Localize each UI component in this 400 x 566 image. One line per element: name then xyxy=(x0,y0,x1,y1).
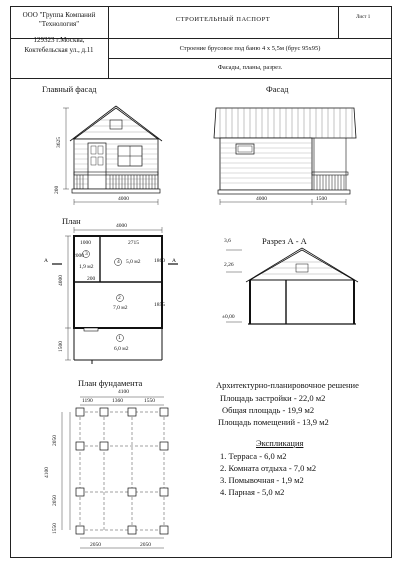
section-level-2-26: 2,26 xyxy=(224,262,234,268)
dim-foundation-1550: 1550 xyxy=(144,398,155,404)
company-address: 129323 г.Москва, xyxy=(33,36,85,44)
explication-heading: Экспликация xyxy=(256,438,304,448)
side-facade-drawing xyxy=(212,98,362,210)
foundation-title: План фундамента xyxy=(78,378,143,388)
room4-area: 5,0 м2 xyxy=(126,259,141,265)
cut-marker-right: А xyxy=(172,258,176,264)
room3-area: 1,9 м2 xyxy=(79,264,94,270)
main-facade-title: Главный фасад xyxy=(42,84,97,94)
architectural-heading: Архитектурно-планировочное решение xyxy=(216,380,359,390)
rooms-area: Площадь помещений - 13,9 м2 xyxy=(218,417,329,427)
room1-number: 1 xyxy=(118,335,121,341)
total-area: Общая площадь - 19,9 м2 xyxy=(222,405,315,415)
dim-plan-4000: 4000 xyxy=(58,275,64,286)
title-divider-h3 xyxy=(10,78,392,79)
dim-plan-2000: 2000 xyxy=(73,253,84,259)
room4-number: 4 xyxy=(117,259,120,265)
room1-area: 6,0 м2 xyxy=(114,346,129,352)
dim-foundation-2050d: 2050 xyxy=(140,542,151,548)
room2-area: 7,0 м2 xyxy=(113,305,128,311)
dim-plan-1855: 1855 xyxy=(154,302,165,308)
dim-foundation-4100: 4100 xyxy=(44,467,50,478)
dim-foundation-1360: 1360 xyxy=(112,398,123,404)
dim-side-width: 4000 xyxy=(256,196,267,202)
cut-marker-left: А xyxy=(44,258,48,264)
dim-side-terrace: 1500 xyxy=(316,196,327,202)
dim-main-base: 200 xyxy=(54,185,60,194)
dim-foundation-top: 4100 xyxy=(118,389,129,395)
title-divider-v-left-top xyxy=(108,6,109,39)
explication-item: 2. Комната отдыха - 7,0 м2 xyxy=(220,463,317,473)
dim-main-height: 3625 xyxy=(56,137,62,148)
doc-subtitle: Строение брусовое под баню 4 х 5,5м (брус 95х95) xyxy=(179,45,321,52)
section-level-0: ±0,00 xyxy=(222,314,235,320)
dim-plan-200: 200 xyxy=(87,276,96,282)
company-name-2: "Технология" xyxy=(38,20,80,28)
explication-item: 4. Парная - 5,0 м2 xyxy=(220,487,285,497)
company-name: ООО "Группа Компаний xyxy=(22,11,96,19)
plan-title: План xyxy=(62,216,81,226)
dim-foundation-2050a: 2050 xyxy=(52,435,58,446)
dim-foundation-2050b: 2050 xyxy=(52,495,58,506)
section-level-3-6: 3,6 xyxy=(224,238,231,244)
dim-main-width: 4000 xyxy=(118,196,129,202)
dim-plan-1000: 1000 xyxy=(80,240,91,246)
dim-foundation-1190: 1190 xyxy=(82,398,93,404)
build-area: Площадь застройки - 22,0 м2 xyxy=(220,393,326,403)
doc-contents: Фасады, планы, разрез. xyxy=(217,64,283,71)
room2-number: 2 xyxy=(118,295,121,301)
section-drawing xyxy=(222,242,362,346)
dim-plan-top: 4000 xyxy=(116,223,127,229)
doc-title: СТРОИТЕЛЬНЫЙ ПАСПОРТ xyxy=(175,16,271,23)
explication-item: 3. Помывочная - 1,9 м2 xyxy=(220,475,304,485)
title-divider-v-right xyxy=(338,6,339,38)
dim-foundation-1550b: 1550 xyxy=(52,523,58,534)
room3-number: 3 xyxy=(85,251,88,257)
company-address-2: Коктебельская ул., д.11 xyxy=(24,46,94,54)
foundation-plan-drawing xyxy=(50,392,180,554)
explication-item: 1. Терраса - 6,0 м2 xyxy=(220,451,287,461)
main-facade-drawing xyxy=(60,96,170,211)
title-divider-h2 xyxy=(108,58,392,59)
dim-plan-1500: 1500 xyxy=(58,341,64,352)
dim-plan-1860: 1860 xyxy=(154,258,165,264)
dim-foundation-2050c: 2050 xyxy=(90,542,101,548)
sheet-number: Лист 1 xyxy=(356,15,371,20)
dim-plan-2715: 2715 xyxy=(128,240,139,246)
section-title: Разрез А - А xyxy=(262,236,307,246)
facade-title: Фасад xyxy=(266,84,289,94)
